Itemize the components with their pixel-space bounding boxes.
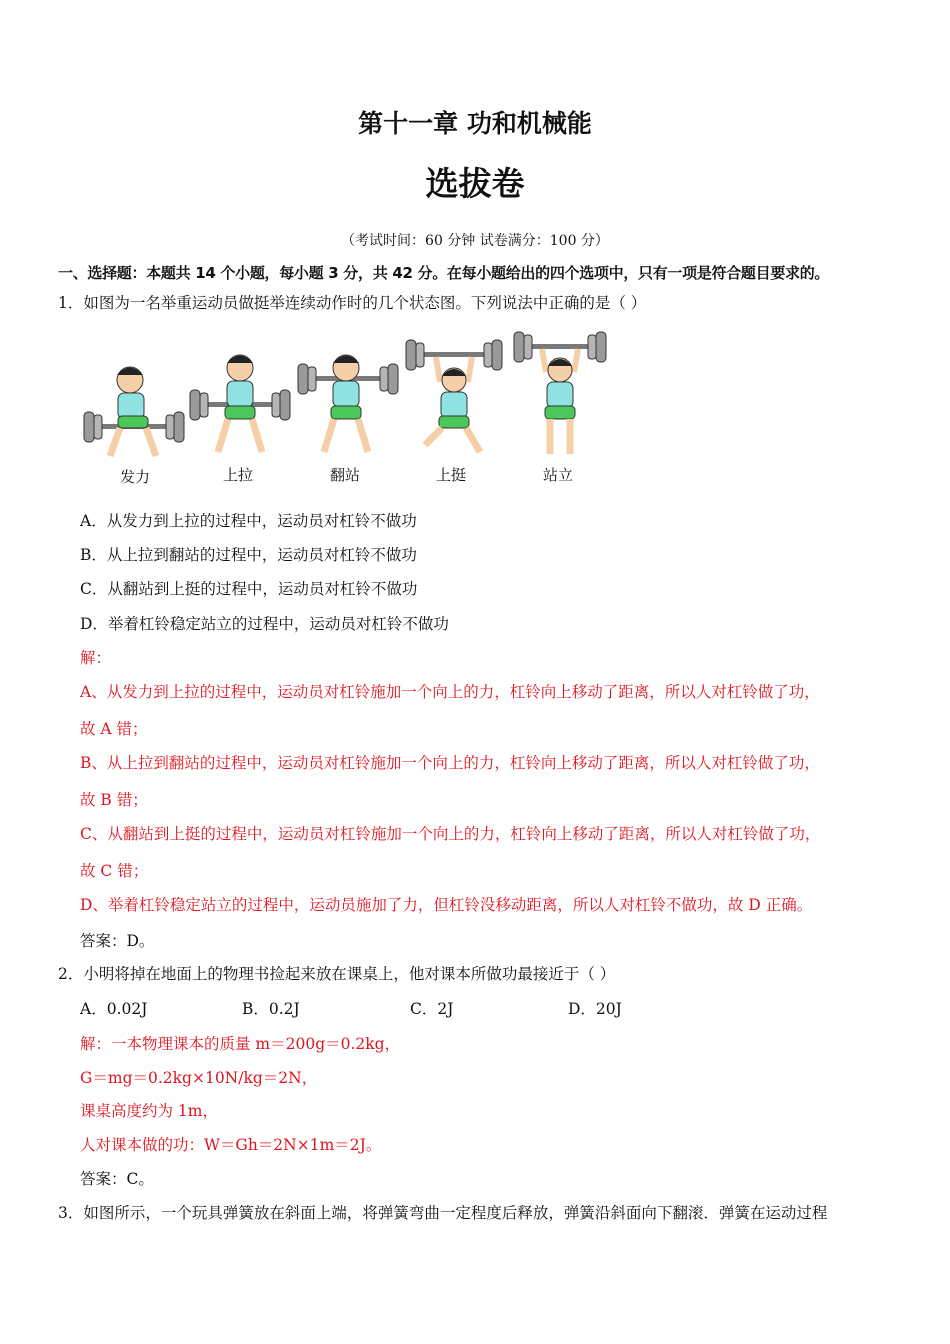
pose-fali: [84, 367, 184, 456]
q1-solution-line: A、从发力到上拉的过程中，运动员对杠铃施加一个向上的力，杠铃向上移动了距离，所以人对杠铃做了功，: [80, 683, 820, 701]
figure-label-5: 站立: [542, 466, 573, 484]
q1-solution-line: 故 A 错；: [80, 720, 148, 738]
q2-option-c: C．2J: [410, 1000, 454, 1018]
q1-option-d: D．举着杠铃稳定站立的过程中，运动员对杠铃不做功: [80, 615, 449, 633]
question-2-stem: 2．小明将掉在地面上的物理书捡起来放在课桌上，他对课本所做功最接近于（ ）: [58, 965, 616, 983]
figure-label-2: 上拉: [222, 466, 253, 484]
q2-solution-line: G＝mg＝0.2kg×10N/kg＝2N，: [80, 1069, 318, 1087]
figure-label-3: 翻站: [329, 466, 360, 484]
q2-solution-line: 人对课本做的功：W＝Gh＝2N×1m＝2J。: [80, 1136, 382, 1154]
chapter-title: 第十一章 功和机械能: [358, 109, 592, 138]
q2-option-d: D．20J: [568, 1000, 622, 1018]
q2-option-b: B．0.2J: [242, 1000, 300, 1018]
q1-solution-line: D、举着杠铃稳定站立的过程中，运动员施加了力，但杠铃没移动距离，所以人对杠铃不做功，故 D 正确。: [80, 896, 813, 914]
question-3-stem: 3．如图所示，一个玩具弹簧放在斜面上端，将弹簧弯曲一定程度后释放，弹簧沿斜面向下翻滚．弹簧在运动过程: [58, 1204, 828, 1222]
q1-solution-line: B、从上拉到翻站的过程中，运动员对杠铃施加一个向上的力，杠铃向上移动了距离，所以人对杠铃做了功，: [80, 754, 820, 772]
figure-label-4: 上挺: [435, 466, 466, 484]
q2-solution-line: 解：一本物理课本的质量 m＝200g＝0.2kg，: [80, 1035, 401, 1053]
pose-shangla: [190, 355, 290, 452]
q1-answer: 答案：D。: [80, 932, 155, 950]
q1-option-a: A．从发力到上拉的过程中，运动员对杠铃不做功: [80, 512, 417, 530]
exam-meta: （考试时间：60 分钟 试卷满分：100 分）: [341, 233, 609, 249]
q1-solution-line: C、从翻站到上挺的过程中，运动员对杠铃施加一个向上的力，杠铃向上移动了距离，所以人对杠铃做了功，: [80, 825, 821, 843]
paper-subtitle: 选拔卷: [425, 164, 525, 203]
q1-solution-line: 解：: [80, 649, 112, 667]
q1-option-b: B．从上拉到翻站的过程中，运动员对杠铃不做功: [80, 546, 417, 564]
section-heading: 一、选择题：本题共 14 个小题，每小题 3 分，共 42 分。在每小题给出的四个选项中，只有一项是符合题目要求的。: [58, 264, 830, 282]
weightlifting-figure: [80, 330, 610, 490]
q2-option-a: A．0.02J: [80, 1000, 148, 1018]
pose-shangting: [406, 340, 502, 452]
figure-label-1: 发力: [119, 468, 150, 486]
q1-solution-line: 故 B 错；: [80, 791, 148, 809]
pose-zhanli: [514, 332, 606, 454]
q1-solution-line: 故 C 错；: [80, 862, 149, 880]
weightlifter-illustration: [80, 330, 610, 465]
q2-answer: 答案：C。: [80, 1170, 154, 1188]
q1-option-c: C．从翻站到上挺的过程中，运动员对杠铃不做功: [80, 580, 418, 598]
question-1-stem: 1．如图为一名举重运动员做挺举连续动作时的几个状态图。下列说法中正确的是（ ）: [58, 294, 647, 312]
q2-solution-line: 课桌高度约为 1m，: [80, 1102, 218, 1120]
pose-fanzhan: [298, 355, 398, 452]
